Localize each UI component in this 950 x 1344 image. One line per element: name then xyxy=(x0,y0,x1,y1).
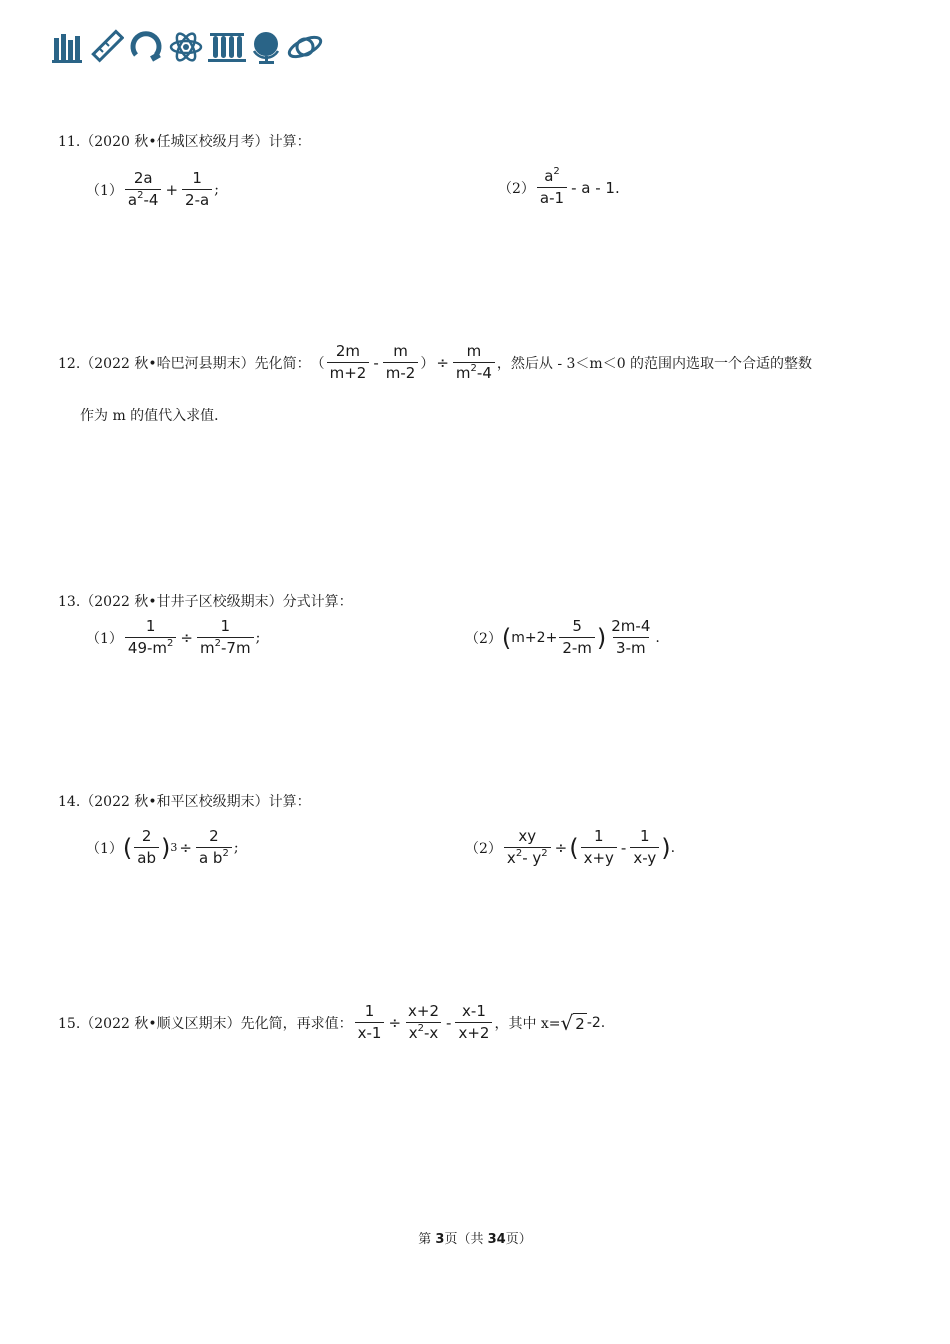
page-footer xyxy=(0,1228,950,1247)
divide-operator: ÷ xyxy=(388,1013,402,1032)
punctuation: ; xyxy=(255,629,261,646)
expression-tail: - a - 1. xyxy=(571,178,620,197)
denominator: m-2 xyxy=(383,362,419,382)
punctuation: ; xyxy=(214,181,219,198)
numerator: 2a xyxy=(133,169,153,187)
numerator: 2 xyxy=(209,827,219,845)
denominator: 3-m xyxy=(613,637,649,657)
problem-15-stem: 15.（2022 秋•顺义区期末）先化简，再求值： xyxy=(58,1015,353,1032)
globe-icon xyxy=(250,29,282,65)
open-paren: ( xyxy=(122,833,133,862)
numerator: xy xyxy=(518,827,537,845)
problem-15 xyxy=(58,1003,605,1042)
denominator: x+y xyxy=(581,847,617,867)
page-number: 3 xyxy=(435,1232,445,1247)
part-label: （1） xyxy=(86,182,123,199)
problem-12-tail: ，然后从 - 3＜m＜0 的范围内选取一个合适的整数 xyxy=(496,355,813,372)
denominator: $x^2-$ $y^2$ xyxy=(504,847,551,867)
numerator: m xyxy=(393,342,408,360)
denominator: $m^2-7m$ xyxy=(197,637,254,657)
fraction xyxy=(327,343,370,382)
punctuation: . xyxy=(670,839,676,856)
total-pages: 34 xyxy=(487,1232,506,1247)
magnet-icon xyxy=(128,29,164,65)
divide-operator: ÷ xyxy=(180,628,193,647)
open-paren: （ xyxy=(310,355,325,372)
denominator: a-1 xyxy=(537,187,567,207)
numerator: 2m-4 xyxy=(611,617,651,635)
atom-icon xyxy=(168,29,204,65)
part-label: （2） xyxy=(465,630,502,647)
denominator: x-y xyxy=(630,847,659,867)
close-paren: ) xyxy=(661,833,671,862)
minus-operator: - xyxy=(373,353,379,372)
numerator: 2m xyxy=(335,342,361,360)
numerator: 1 xyxy=(145,617,156,635)
fraction xyxy=(453,343,495,382)
denominator: x-1 xyxy=(355,1022,385,1042)
open-paren: ( xyxy=(569,833,579,862)
problem-12-line-2: 作为 m 的值代入求值． xyxy=(80,408,229,424)
numerator: x-1 xyxy=(462,1002,486,1020)
footer-mid: 页（共 xyxy=(444,1232,488,1247)
fraction xyxy=(197,618,254,657)
denominator: $49-m^2$ xyxy=(125,637,177,657)
problem-13-part-1 xyxy=(86,618,260,657)
punctuation: ; xyxy=(233,839,239,856)
fraction xyxy=(581,828,617,867)
numerator: 5 xyxy=(572,617,582,635)
problem-13-part-2 xyxy=(465,618,660,657)
fraction xyxy=(608,618,653,657)
problem-14-part-2 xyxy=(465,828,675,867)
numerator: $a^2$ xyxy=(544,166,560,185)
footer-post: 页） xyxy=(505,1232,532,1247)
close-paren: ） xyxy=(420,355,435,372)
numerator: 2 xyxy=(141,827,152,845)
divide-operator: ÷ xyxy=(179,838,192,857)
minus-operator: - xyxy=(446,1013,452,1032)
divide-operator: ÷ xyxy=(436,353,449,372)
fraction xyxy=(559,618,595,657)
denominator: $x^2-x$ xyxy=(406,1022,442,1042)
fraction xyxy=(405,1003,442,1042)
expression-after: -2. xyxy=(586,1014,606,1031)
fraction xyxy=(182,170,212,209)
denominator: $m^2-4$ xyxy=(453,362,495,382)
part-label: （2） xyxy=(498,180,535,197)
problem-11-part-2 xyxy=(498,168,622,207)
close-paren: ) xyxy=(161,833,171,862)
fraction xyxy=(383,343,419,382)
denominator: 2-m xyxy=(559,637,595,657)
planet-icon xyxy=(286,31,324,63)
numerator: 1 xyxy=(220,617,231,635)
close-paren: ) xyxy=(596,623,607,652)
part-label: （1） xyxy=(86,840,123,857)
problem-14-stem: 14.（2022 秋•和平区校级期末）计算： xyxy=(58,794,311,810)
open-paren: ( xyxy=(501,623,512,652)
part-label: （2） xyxy=(465,840,502,857)
denominator: ab xyxy=(134,847,159,867)
numerator: m xyxy=(466,342,482,360)
divide-operator: ÷ xyxy=(554,838,568,857)
test-tubes-icon xyxy=(208,30,246,64)
header-icon-strip xyxy=(52,28,324,66)
denominator: a $b^2$ xyxy=(196,847,232,867)
problem-15-tail: ，其中 x= xyxy=(494,1015,561,1032)
books-icon xyxy=(52,30,84,64)
part-label: （1） xyxy=(86,630,123,647)
problem-14-part-1: （1） ( $\frac{2}{ab}$ ) 3 ÷ $\frac{2}{a b^2}$ ; xyxy=(86,827,239,867)
denominator: 2-a xyxy=(182,189,212,209)
minus-operator: - xyxy=(620,838,627,857)
fraction xyxy=(504,828,551,867)
problem-13-stem: 13.（2022 秋•甘井子区校级期末）分式计算： xyxy=(58,594,353,610)
fraction xyxy=(455,1003,492,1042)
problem-12-stem: 12.（2022 秋•哈巴河县期末）先化简： xyxy=(58,355,311,372)
fraction xyxy=(537,168,567,207)
denominator: x+2 xyxy=(455,1022,492,1042)
denominator: m+2 xyxy=(327,362,370,382)
radical-sign-icon: √ xyxy=(560,1010,574,1035)
footer-pre: 第 xyxy=(418,1232,436,1247)
numerator: x+2 xyxy=(408,1002,440,1020)
plus-operator: + xyxy=(165,180,179,199)
fraction xyxy=(630,828,659,867)
denominator: $a^2-4$ xyxy=(125,189,162,209)
expression-head: m+2+ xyxy=(511,629,558,646)
fraction xyxy=(125,618,177,657)
numerator: 1 xyxy=(364,1002,375,1020)
numerator: 1 xyxy=(593,827,604,845)
punctuation: . xyxy=(655,629,660,646)
square-root xyxy=(560,1010,587,1035)
fraction xyxy=(196,828,232,867)
fraction xyxy=(134,828,159,867)
radicand: 2 xyxy=(575,1014,585,1033)
numerator: 1 xyxy=(640,827,650,845)
numerator: 1 xyxy=(192,169,202,187)
problem-11-stem: 11.（2020 秋•任城区校级月考）计算： xyxy=(58,134,311,150)
ruler-icon xyxy=(88,29,124,65)
problem-12-line-1 xyxy=(58,343,812,382)
fraction xyxy=(355,1003,385,1042)
fraction xyxy=(125,170,162,209)
problem-11-part-1 xyxy=(86,170,219,209)
